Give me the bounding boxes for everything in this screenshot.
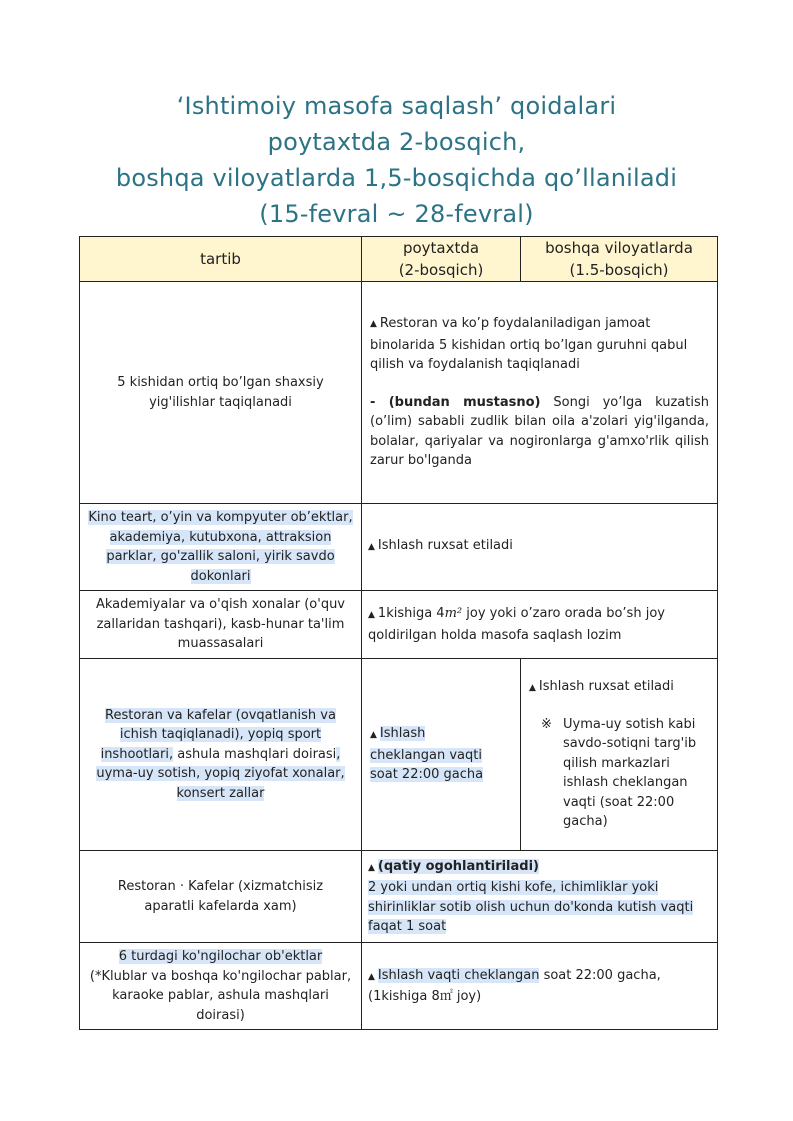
row1-rule bbox=[80, 282, 362, 504]
row5-detail-body bbox=[368, 878, 711, 937]
row4-poytaxtda-text: Ishlash cheklangan vaqti soat 22:00 gacha bbox=[370, 726, 484, 783]
title-line-4: (15-fevral ~ 28-fevral) bbox=[259, 200, 534, 228]
row4-viloyatlar-note-text: Uyma-uy sotish kabi savdo-sotiqni targ'ib qilish markazlari ishlash cheklangan vaqti (soat 22:00 gacha) bbox=[563, 716, 697, 830]
row6-rule-hl: 6 turdagi ko'ngilochar ob'ektlar bbox=[118, 949, 323, 964]
bullet-icon: ▲ bbox=[370, 319, 377, 330]
title-line-3: boshqa viloyatlarda 1,5-bosqichda qo’llaniladi bbox=[115, 164, 678, 192]
header-poytaxtda-line1: poytaxtda bbox=[402, 239, 480, 257]
bullet-icon: ▲ bbox=[529, 683, 536, 694]
row3-rule-text: Akademiyalar va o'qish xonalar (o'quv zallaridan tashqari), kasb-hunar ta'lim muassasalari bbox=[95, 597, 346, 652]
table-header-row bbox=[80, 237, 718, 282]
row5-detail-head-text: (qatiy ogohlantiriladi) bbox=[377, 858, 539, 874]
bullet-icon: ▲ bbox=[368, 862, 375, 873]
row1-bullet bbox=[370, 314, 709, 375]
row4-rule bbox=[80, 659, 362, 851]
row1-exception-label: - (bundan mustasno) bbox=[370, 394, 541, 410]
bullet-icon: ▲ bbox=[368, 542, 375, 553]
row3-detail-pre: 1kishiga 4 bbox=[377, 606, 445, 621]
note-mark-icon: ※ bbox=[541, 716, 552, 732]
row3-detail bbox=[362, 591, 718, 659]
header-tartib-label: tartib bbox=[200, 250, 241, 268]
bullet-icon: ▲ bbox=[368, 610, 375, 620]
row4-rule-plain: ashula mashqlari doirasi bbox=[173, 746, 337, 762]
row1-exception-text: Songi yo’lga kuzatish (o’lim) sababli zudlik bilan oila a'zolari yig'ilganda, bolalar, qariyalar va nogironlarga g'amxo'rlik qilish zarur bo'lganda bbox=[370, 394, 709, 469]
title-line-1: ‘Ishtimoiy masofa saqlash’ qoidalari bbox=[176, 92, 617, 120]
table-row bbox=[80, 504, 718, 591]
header-viloyatlar-line2: (1.5-bosqich) bbox=[569, 261, 669, 279]
table-row bbox=[80, 282, 718, 504]
row3-rule bbox=[80, 591, 362, 659]
row4-poytaxtda bbox=[362, 659, 521, 851]
row2-rule bbox=[80, 504, 362, 591]
page-title bbox=[40, 88, 753, 232]
row1-rule-text: 5 kishidan ortiq bo’lgan shaxsiy yig'ilishlar taqiqlanadi bbox=[117, 375, 324, 410]
row6-detail bbox=[362, 943, 718, 1030]
row5-detail-head bbox=[368, 857, 711, 879]
header-poytaxtda-line2: (2-bosqich) bbox=[398, 261, 484, 279]
row1-exception bbox=[370, 393, 709, 471]
row4-rule-hl1: Restoran va kafelar (ovqatlanish va ichish taqiqlanadi), yopiq sport inshootlari, bbox=[100, 707, 336, 762]
row4-viloyatlar bbox=[521, 659, 718, 851]
row6-detail-hl: Ishlash vaqti cheklangan bbox=[377, 967, 540, 983]
header-viloyatlar bbox=[521, 237, 718, 282]
row4-rule-hl2: , uyma-uy sotish, yopiq ziyofat xonalar, konsert zallar bbox=[96, 746, 345, 801]
row6-detail-plain: soat 22:00 gacha, (1kishiga 8㎡ joy) bbox=[368, 967, 661, 1004]
row5-rule bbox=[80, 851, 362, 943]
table-row bbox=[80, 943, 718, 1030]
header-tartib bbox=[80, 237, 362, 282]
title-line-2: poytaxtda 2-bosqich, bbox=[267, 128, 526, 156]
row4-viloyatlar-bullet bbox=[529, 677, 709, 699]
rules-table bbox=[79, 236, 718, 1030]
row3-detail-unit: m² bbox=[444, 606, 463, 621]
row5-rule-text: Restoran · Kafelar (xizmatchisiz aparatli kafelarda xam) bbox=[117, 879, 324, 914]
row5-detail-text: 2 yoki undan ortiq kishi kofe, ichimliklar yoki shirinliklar sotib olish uchun do'konda kutish vaqti faqat 1 soat bbox=[368, 880, 694, 934]
row2-rule-text: Kino teart, o’yin va kompyuter ob’ektlar, akademiya, kutubxona, attraksion parklar, go'zallik saloni, yirik savdo dokonlari bbox=[88, 510, 353, 584]
table-row bbox=[80, 851, 718, 943]
table-row bbox=[80, 591, 718, 659]
row4-viloyatlar-bullet-text: Ishlash ruxsat etiladi bbox=[538, 679, 674, 695]
row1-detail bbox=[362, 282, 718, 504]
bullet-icon: ▲ bbox=[370, 730, 377, 741]
row2-detail bbox=[362, 504, 718, 591]
row6-rule-plain: (*Klublar va boshqa ko'ngilochar pablar, karaoke pablar, ashula mashqlari doirasi) bbox=[89, 968, 352, 1023]
bullet-icon: ▲ bbox=[368, 971, 375, 982]
row4-viloyatlar-note bbox=[529, 715, 709, 832]
table-row bbox=[80, 659, 718, 851]
header-poytaxtda bbox=[362, 237, 521, 282]
row6-rule bbox=[80, 943, 362, 1030]
header-viloyatlar-line1: boshqa viloyatlarda bbox=[545, 239, 693, 257]
row5-detail bbox=[362, 851, 718, 943]
row1-bullet-text: Restoran va ko’p foydalaniladigan jamoat binolarida 5 kishidan ortiq bo’lgan guruhni qabul qilish va foydalanish taqiqlanadi bbox=[370, 316, 688, 373]
row3-detail-post: joy yoki o’zaro orada bo’sh joy qoldirilgan holda masofa saqlash lozim bbox=[368, 606, 665, 643]
row2-detail-text: Ishlash ruxsat etiladi bbox=[377, 538, 513, 554]
